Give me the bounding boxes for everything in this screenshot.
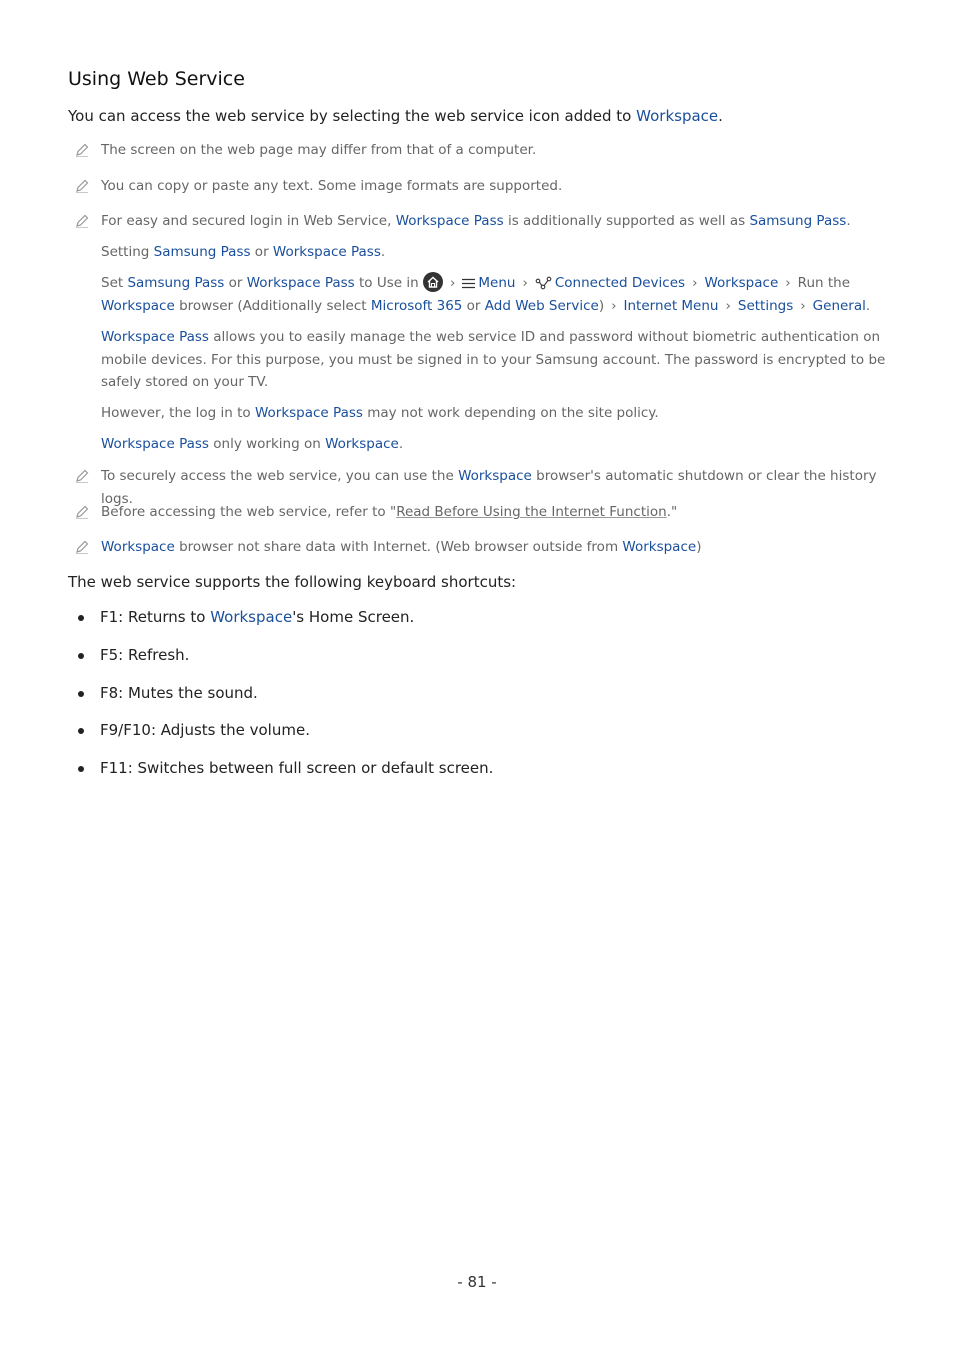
workspace-pass-link[interactable]: Workspace Pass [101, 436, 209, 452]
shortcuts-intro: The web service supports the following keyboard shortcuts: [68, 573, 517, 591]
samsung-pass-link[interactable]: Samsung Pass [127, 275, 225, 291]
samsung-pass-link[interactable]: Samsung Pass [749, 213, 847, 229]
note-read-before: Before accessing the web service, refer to "Read Before Using the Internet Function." [68, 501, 888, 524]
list-item: F5: Refresh. [68, 643, 868, 681]
chevron-right-icon: › [800, 297, 806, 314]
microsoft-365-link[interactable]: Microsoft 365 [370, 297, 463, 314]
list-item: F1: Returns to Workspace's Home Screen. [68, 605, 868, 643]
workspace-link[interactable]: Workspace [325, 436, 399, 452]
note-workspace-pass: For easy and secured login in Web Service, Workspace Pass is additionally supported as well as Samsung Pass. [68, 210, 888, 233]
page-title: Using Web Service [68, 68, 245, 90]
add-web-service-link[interactable]: Add Web Service [484, 297, 599, 314]
bullet-icon [78, 691, 84, 697]
bullet-icon [78, 766, 84, 772]
workspace-link[interactable]: Workspace [101, 539, 175, 555]
chevron-right-icon: › [785, 275, 791, 291]
workspace-link[interactable]: Workspace [101, 297, 175, 314]
menu-link[interactable]: Menu [478, 275, 516, 291]
pencil-note-icon [74, 504, 90, 520]
workspace-link[interactable]: Workspace [210, 608, 293, 626]
workspace-pass-link[interactable]: Workspace Pass [246, 275, 355, 291]
setting-subheading: Setting Samsung Pass or Workspace Pass. [101, 244, 386, 260]
note-no-data-sharing: Workspace browser not share data with Internet. (Web browser outside from Workspace) [68, 536, 888, 559]
shortcut-list [68, 605, 868, 794]
general-link[interactable]: General [812, 297, 866, 314]
internet-menu-link[interactable]: Internet Menu [623, 297, 719, 314]
workspace-link[interactable]: Workspace [704, 275, 779, 291]
samsung-pass-link[interactable]: Samsung Pass [153, 244, 251, 260]
workspace-link[interactable]: Workspace [636, 107, 719, 125]
bullet-icon [78, 653, 84, 659]
workspace-pass-description: Workspace Pass allows you to easily manage the web service ID and password without biometric authentication on mobile devices. For this purpose, you must be signed in to your Samsung account. The password is encrypted to be safely stored on your TV. [101, 329, 886, 390]
list-item: F11: Switches between full screen or default screen. [68, 756, 868, 794]
bullet-icon [78, 615, 84, 621]
workspace-pass-link[interactable]: Workspace Pass [272, 244, 381, 260]
pencil-note-icon [74, 178, 90, 194]
pencil-note-icon [74, 468, 90, 484]
workspace-pass-link[interactable]: Workspace Pass [101, 329, 209, 345]
chevron-right-icon: › [725, 297, 731, 314]
list-item: F9/F10: Adjusts the volume. [68, 718, 868, 756]
workspace-link[interactable]: Workspace [622, 539, 697, 555]
menu-icon [462, 278, 475, 289]
menu-path-instructions: Set Samsung Pass or Workspace Pass to Use in › Menu › Connected Devices › Workspace › Run the Workspace browser (Additionally select Microsoft 365 or Add Web Service) › Internet Menu › Settings › General. [101, 272, 888, 317]
chevron-right-icon: › [611, 297, 617, 314]
workspace-pass-link[interactable]: Workspace Pass [395, 213, 504, 229]
settings-link[interactable]: Settings [737, 297, 794, 314]
workspace-link[interactable]: Workspace [458, 468, 532, 484]
note-secure-access: To securely access the web service, you can use the Workspace browser's automatic shutdown or clear the history logs. [68, 465, 888, 510]
workspace-only-note: Workspace Pass only working on Workspace. [101, 436, 404, 452]
list-item: F8: Mutes the sound. [68, 681, 868, 719]
home-icon [423, 272, 443, 292]
connected-devices-icon [535, 276, 552, 290]
workspace-pass-link[interactable]: Workspace Pass [254, 405, 363, 421]
chevron-right-icon: › [449, 275, 456, 291]
pencil-note-icon [74, 213, 90, 229]
site-policy-note: However, the log in to Workspace Pass may not work depending on the site policy. [101, 405, 659, 421]
connected-devices-link[interactable]: Connected Devices [554, 275, 686, 291]
bullet-icon [78, 728, 84, 734]
pencil-note-icon [74, 539, 90, 555]
chevron-right-icon: › [692, 275, 698, 291]
note-copy-paste: You can copy or paste any text. Some image formats are supported. [68, 175, 888, 198]
page-number: - 81 - [457, 1273, 497, 1291]
note-screen-differs: The screen on the web page may differ from that of a computer. [68, 139, 888, 162]
intro-paragraph: You can access the web service by selecting the web service icon added to Workspace. [68, 107, 723, 125]
pencil-note-icon [74, 142, 90, 158]
chevron-right-icon: › [522, 275, 528, 291]
read-before-internet-link[interactable]: Read Before Using the Internet Function [396, 504, 667, 520]
